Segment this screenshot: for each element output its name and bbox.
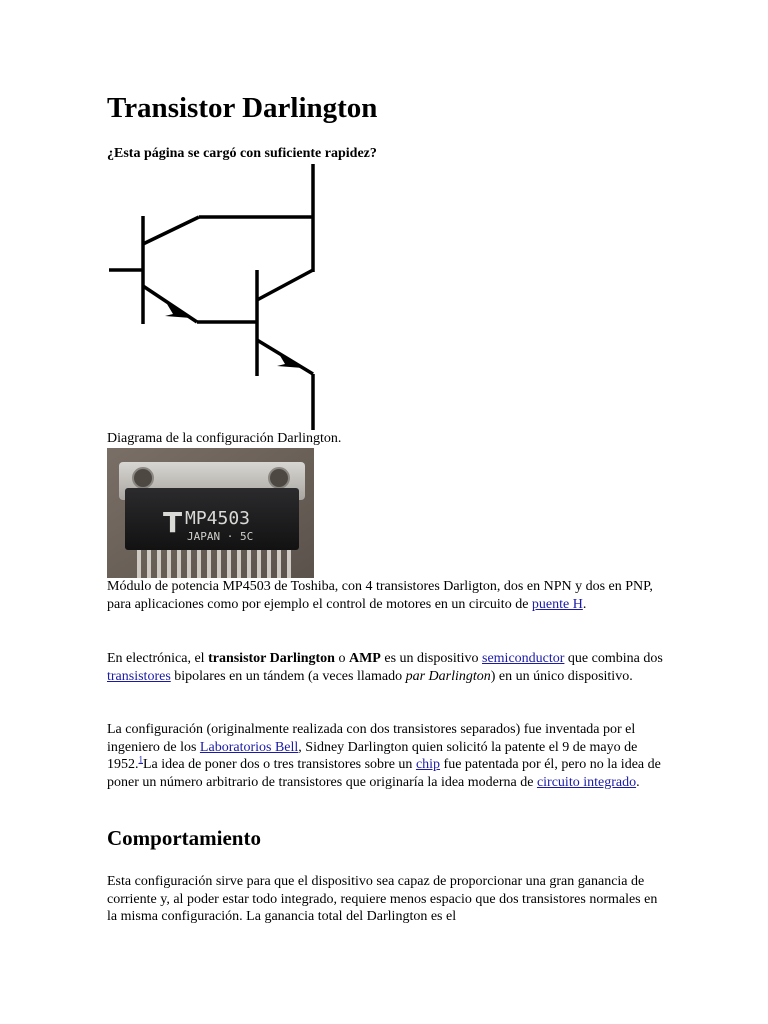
reference-link-1[interactable]: 1 [138, 754, 143, 765]
intro-text: que combina dos [564, 651, 663, 666]
history-text: . [636, 774, 640, 790]
module-caption-text: Módulo de potencia MP4503 de Toshiba, con 4 transistores Darligton, dos en NPN y dos en PNP, para aplicaciones como por ejemplo el control de motores en un circuito de [107, 579, 653, 612]
link-puente-h[interactable]: puente H [531, 596, 583, 612]
term-amp: AMP [348, 651, 381, 666]
section-heading-comportamiento: Comportamiento [107, 826, 261, 850]
link-chip[interactable]: chip [415, 757, 441, 772]
intro-text: o [334, 651, 349, 666]
intro-text: ) en un único dispositivo. [490, 668, 633, 684]
history-paragraph [107, 721, 663, 791]
intro-paragraph [107, 650, 663, 685]
term-transistor-darlington: transistor Darlington [208, 651, 335, 666]
module-caption-end: . [582, 596, 587, 612]
intro-text: es un dispositivo [380, 651, 482, 666]
link-laboratorios-bell[interactable]: Laboratorios Bell [199, 739, 299, 755]
chip-photo-illustration [107, 448, 314, 578]
link-transistores[interactable]: transistores [107, 668, 171, 684]
darlington-schematic [107, 164, 327, 430]
chip-logo: T [163, 506, 183, 539]
module-caption [107, 578, 663, 613]
history-text: La idea de poner dos o tres transistores sobre un [143, 757, 416, 772]
mp4503-photo [107, 448, 314, 578]
link-semiconductor[interactable]: semiconductor [482, 651, 565, 666]
diagram-caption: Diagrama de la configuración Darlington. [107, 431, 342, 446]
chip-part-number: MP4503 [185, 508, 251, 529]
history-text: fue patentada por él, pero no la idea de poner un número arbitrario de transistores que originaría la idea moderna de [107, 757, 661, 790]
history-text: , Sidney Darlington quien solicitó la patente el 9 de mayo de 1952. [107, 739, 638, 772]
page-title: Transistor Darlington [107, 92, 378, 124]
history-text: La configuración (originalmente realizada con dos transistores separados) fue inventada por el ingeniero de los [107, 722, 636, 755]
intro-text: bipolares en un tándem (a veces llamado [170, 668, 406, 684]
chip-origin-label: JAPAN · 5C [187, 530, 254, 543]
term-par-darlington: par Darlington [405, 668, 491, 684]
link-circuito-integrado[interactable]: circuito integrado [536, 774, 637, 790]
intro-text: En electrónica, el [107, 651, 209, 666]
feedback-question[interactable]: ¿Esta página se cargó con suficiente rapidez? [107, 146, 377, 161]
behavior-paragraph: Esta configuración sirve para que el dispositivo sea capaz de proporcionar una gran ganancia de corriente y, al poder estar todo integrado, requiere menos espacio que dos transistores normales en la misma configuración. La ganancia total del Darlington es el [107, 874, 658, 924]
